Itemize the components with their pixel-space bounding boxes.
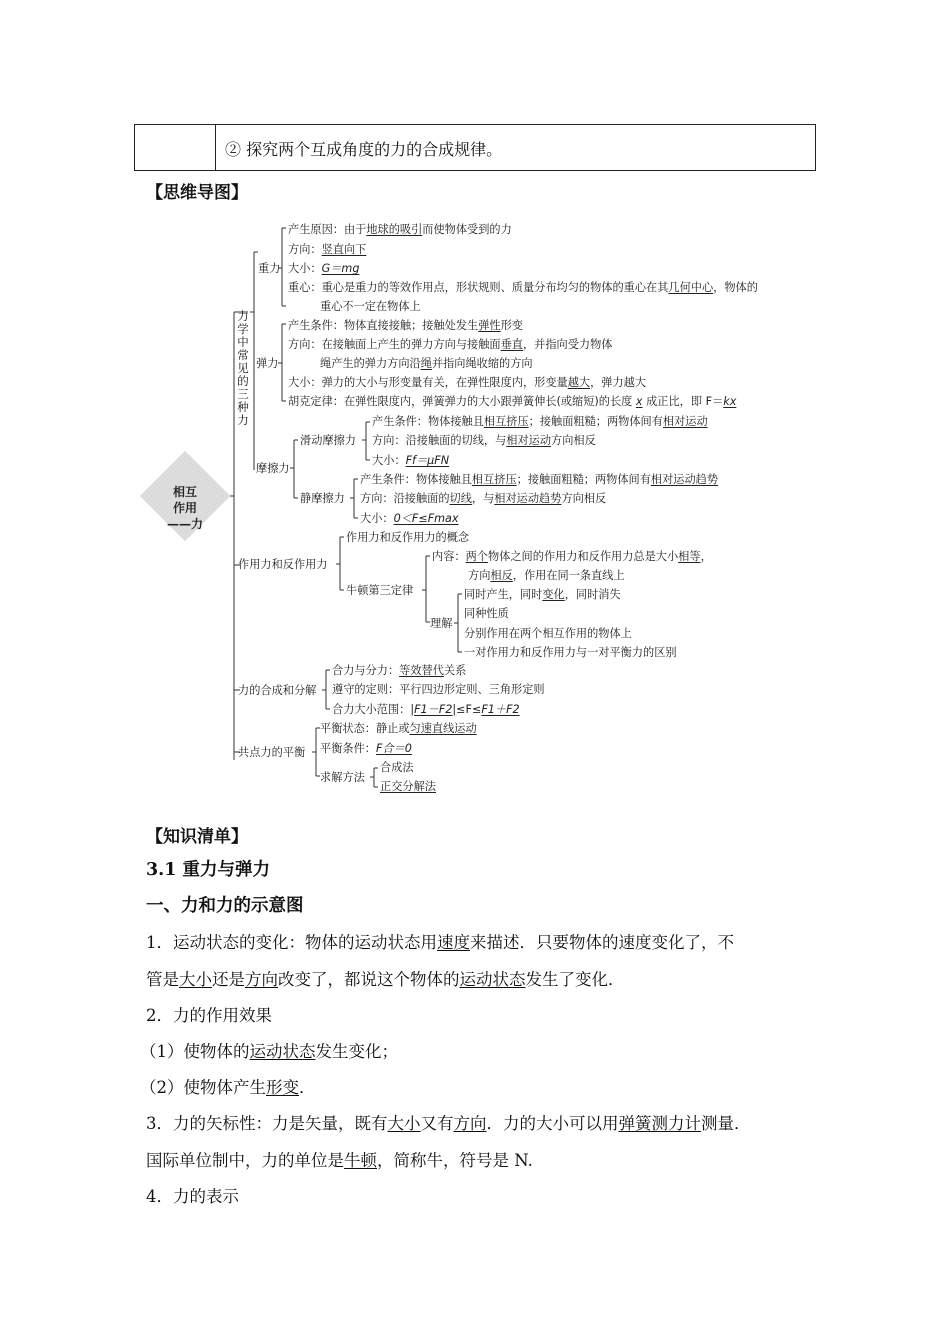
composition-equivalence: 合力与分力：等效替代关系 <box>332 664 467 677</box>
newton3-content: 内容：两个物体之间的作用力和反作用力总是大小相等， <box>432 550 712 563</box>
newton3-content-2: 方向相反，作用在同一条直线上 <box>468 569 625 582</box>
elastic-direction-rope: 绳产生的弹力方向沿绳并指向绳收缩的方向 <box>320 357 533 370</box>
gravity-center-2: 重心不一定在物体上 <box>320 300 421 313</box>
hooke-law: 胡克定律：在弹性限度内，弹簧弹力的大小跟弹簧伸长(或缩短)的长度 x 成正比，即 F＝kx <box>288 395 737 408</box>
understanding-4: 一对作用力和反作用力与一对平衡力的区别 <box>464 646 677 659</box>
method-orthogonal: 正交分解法 <box>380 780 436 793</box>
sliding-size: 大小：Ff＝μFN <box>372 454 450 467</box>
understanding-3: 分别作用在两个相互作用的物体上 <box>464 627 632 640</box>
method-synthesis: 合成法 <box>380 761 414 774</box>
static-direction: 方向：沿接触面的切线，与相对运动趋势方向相反 <box>360 492 607 505</box>
three-forces-label: 力学中常见的三种力 <box>237 309 249 427</box>
sliding-condition: 产生条件：物体接触且相互挤压；接触面粗糙；两物体间有相对运动 <box>372 415 708 428</box>
elastic-label: 弹力 <box>256 357 279 370</box>
understanding-label: 理解 <box>430 617 453 630</box>
gravity-label: 重力 <box>258 262 281 275</box>
paragraph-5b: 国际单位制中，力的单位是牛顿，简称牛，符号是 N. <box>146 1151 533 1170</box>
understanding-2: 同种性质 <box>464 607 509 620</box>
section-title: 3.1 重力与弹力 <box>146 860 271 880</box>
paragraph-2: 2．力的作用效果 <box>146 1006 272 1025</box>
sliding-direction: 方向：沿接触面的切线，与相对运动方向相反 <box>372 434 596 447</box>
gravity-direction: 方向：竖直向下 <box>288 243 367 256</box>
table-cell-text: ② 探究两个互成角度的力的合成规律。 <box>225 140 503 159</box>
equilibrium-label: 共点力的平衡 <box>238 746 306 759</box>
gravity-size: 大小：G＝mg <box>288 262 360 275</box>
elastic-condition: 产生条件：物体直接接触；接触处发生弹性形变 <box>288 319 523 332</box>
paragraph-3: （1）使物体的运动状态发生变化； <box>140 1042 398 1061</box>
mind-map-heading: 【思维导图】 <box>146 183 248 203</box>
static-size: 大小：0＜F≤Fmax <box>360 512 459 525</box>
composition-range: 合力大小范围：|F1－F2|≤F≤F1＋F2 <box>332 703 520 716</box>
newton-third-law-label: 牛顿第三定律 <box>346 584 414 597</box>
paragraph-4: （2）使物体产生形变． <box>140 1078 316 1097</box>
static-friction-label: 静摩擦力 <box>300 492 345 505</box>
paragraph-6: 4．力的表示 <box>146 1187 239 1206</box>
action-reaction-label: 作用力和反作用力 <box>238 558 328 571</box>
gravity-cause: 产生原因：由于地球的吸引而使物体受到的力 <box>288 223 512 236</box>
paragraph-1b: 管是大小还是方向改变了，都说这个物体的运动状态发生了变化． <box>146 970 625 989</box>
elastic-size: 大小：弹力的大小与形变量有关，在弹性限度内，形变量越大，弹力越大 <box>288 376 647 389</box>
paragraph-5a: 3．力的矢标性：力是矢量，既有大小又有方向．力的大小可以用弹簧测力计测量． <box>146 1114 751 1133</box>
sliding-friction-label: 滑动摩擦力 <box>300 434 356 447</box>
paragraph-1a: 1．运动状态的变化：物体的运动状态用速度来描述．只要物体的速度变化了，不 <box>146 933 734 952</box>
action-concept: 作用力和反作用力的概念 <box>346 531 470 544</box>
friction-label: 摩擦力 <box>256 462 290 475</box>
subsection-title: 一、力和力的示意图 <box>146 896 304 916</box>
understanding-1: 同时产生，同时变化，同时消失 <box>464 588 621 601</box>
equilibrium-condition: 平衡条件：F合＝0 <box>320 742 412 755</box>
gravity-center: 重心：重心是重力的等效作用点，形状规则、质量分布均匀的物体的重心在其几何中心，物体的 <box>288 281 758 294</box>
static-condition: 产生条件：物体接触且相互挤压；接触面粗糙；两物体间有相对运动趋势 <box>360 473 719 486</box>
composition-label: 力的合成和分解 <box>238 684 317 697</box>
composition-rules: 遵守的定则：平行四边形定则、三角形定则 <box>332 683 545 696</box>
equilibrium-state: 平衡状态：静止或匀速直线运动 <box>320 722 477 735</box>
knowledge-heading: 【知识清单】 <box>146 827 248 847</box>
solution-method-label: 求解方法 <box>320 771 365 784</box>
root-label: 相互 作用 ——力 <box>166 485 203 531</box>
elastic-direction: 方向：在接触面上产生的弹力方向与接触面垂直，并指向受力物体 <box>288 338 613 351</box>
